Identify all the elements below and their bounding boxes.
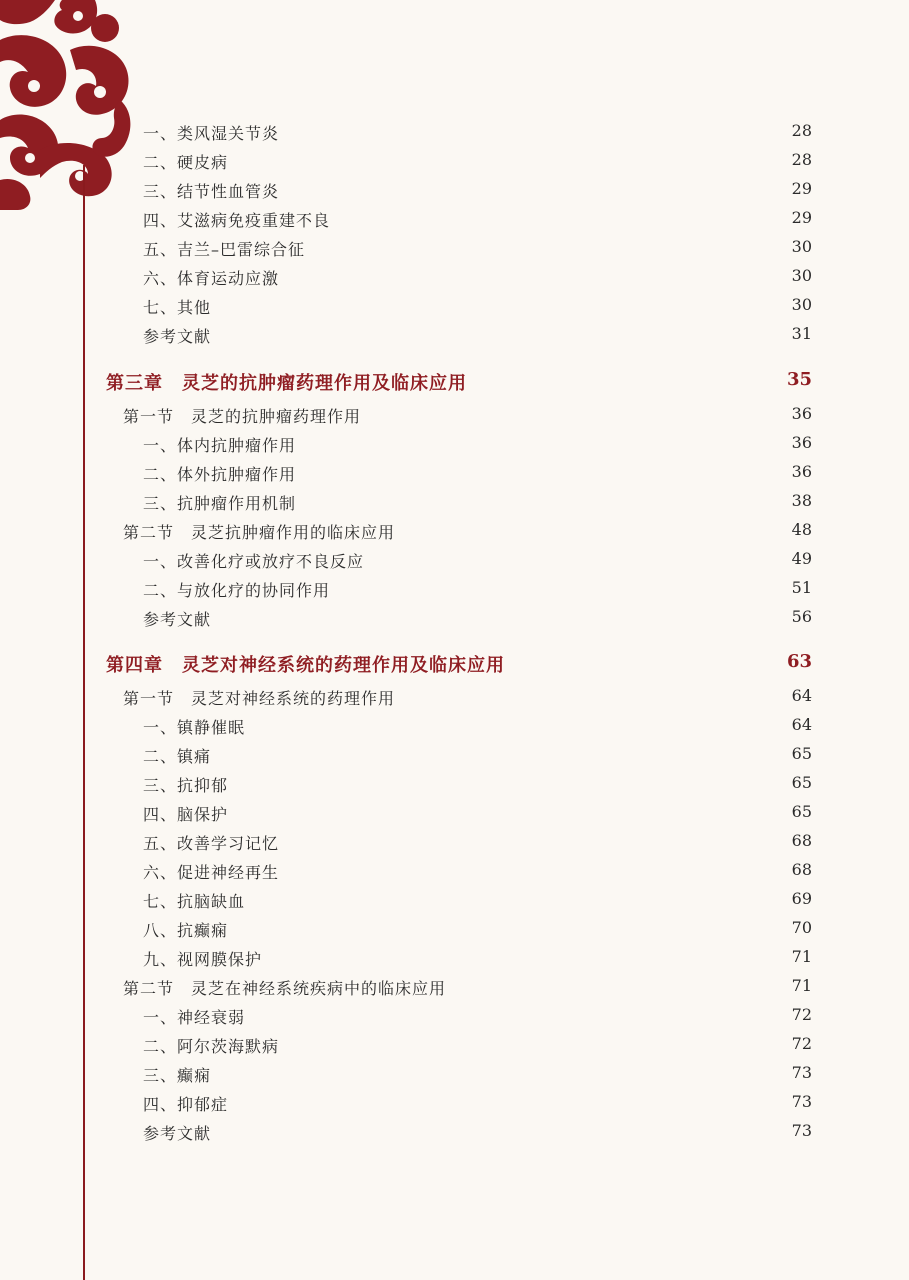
toc-entry-page-number: 73 [791,1063,812,1082]
toc-entry-page-number: 28 [791,121,812,140]
toc-item-entry[interactable] [0,266,909,294]
toc-entry-page-number: 72 [791,1005,812,1024]
toc-entry-title: 四、脑保护 [143,805,229,824]
toc-entry-title: 二、镇痛 [143,747,212,766]
toc-entry-title: 四、抑郁症 [143,1095,229,1114]
toc-entry-title: 八、抗癫痫 [143,921,229,940]
toc-entry-title: 一、神经衰弱 [143,1008,246,1027]
toc-entry-title: 一、体内抗肿瘤作用 [143,436,297,455]
toc-item-entry[interactable] [0,208,909,236]
toc-item-entry[interactable] [0,150,909,178]
toc-entry-title: 二、体外抗肿瘤作用 [143,465,297,484]
toc-entry-page-number: 71 [791,976,812,995]
toc-entry-page-number: 56 [791,607,812,626]
toc-entry-title: 七、其他 [143,298,212,317]
toc-entry-page-number: 49 [791,549,812,568]
toc-entry-title: 三、结节性血管炎 [143,182,280,201]
toc-entry-title: 一、类风湿关节炎 [143,124,280,143]
toc-entry-title: 第四章 灵芝对神经系统的药理作用及临床应用 [106,655,505,676]
toc-entry-title: 一、改善化疗或放疗不良反应 [143,552,365,571]
toc-entry-page-number: 30 [791,295,812,314]
toc-item-entry[interactable] [0,491,909,519]
toc-entry-title: 二、与放化疗的协同作用 [143,581,331,600]
toc-entry-title: 参考文献 [143,1124,212,1143]
toc-item-entry[interactable] [0,802,909,830]
toc-entry-page-number: 29 [791,179,812,198]
toc-entry-page-number: 68 [791,860,812,879]
toc-entry-page-number: 65 [791,802,812,821]
toc-item-entry[interactable] [0,918,909,946]
toc-item-entry[interactable] [0,1063,909,1091]
toc-entry-page-number: 64 [791,686,812,705]
toc-entry-title: 三、癫痫 [143,1066,212,1085]
toc-entry-title: 六、体育运动应激 [143,269,280,288]
toc-item-entry[interactable] [0,1092,909,1120]
toc-entry-page-number: 70 [791,918,812,937]
toc-entry-title: 参考文献 [143,327,212,346]
toc-entry-page-number: 36 [791,404,812,423]
toc-entry-page-number: 36 [791,433,812,452]
toc-item-entry[interactable] [0,1005,909,1033]
toc-item-entry[interactable] [0,1034,909,1062]
toc-entry-title: 三、抗抑郁 [143,776,229,795]
toc-entry-page-number: 51 [791,578,812,597]
toc-item-entry[interactable] [0,773,909,801]
toc-entry-page-number: 31 [791,324,812,343]
toc-entry-title: 二、阿尔茨海默病 [143,1037,280,1056]
toc-item-entry[interactable] [0,433,909,461]
toc-entry-title: 第二节 灵芝在神经系统疾病中的临床应用 [123,979,447,998]
toc-entry-title: 四、艾滋病免疫重建不良 [143,211,331,230]
toc-section-entry[interactable] [0,520,909,548]
toc-item-entry[interactable] [0,1121,909,1149]
toc-entry-title: 五、吉兰–巴雷综合征 [143,240,306,259]
toc-entry-title: 二、硬皮病 [143,153,229,172]
toc-item-entry[interactable] [0,578,909,606]
toc-entry-page-number: 64 [791,715,812,734]
toc-item-entry[interactable] [0,889,909,917]
toc-item-entry[interactable] [0,324,909,352]
toc-section-entry[interactable] [0,404,909,432]
toc-entry-title: 五、改善学习记忆 [143,834,280,853]
toc-section-entry[interactable] [0,686,909,714]
toc-entry-page-number: 36 [791,462,812,481]
toc-entry-page-number: 71 [791,947,812,966]
toc-entry-title: 第二节 灵芝抗肿瘤作用的临床应用 [123,523,396,542]
toc-item-entry[interactable] [0,831,909,859]
toc-entry-title: 三、抗肿瘤作用机制 [143,494,297,513]
toc-item-entry[interactable] [0,462,909,490]
toc-item-entry[interactable] [0,947,909,975]
toc-entry-page-number: 72 [791,1034,812,1053]
toc-entry-page-number: 38 [791,491,812,510]
toc-entry-title: 六、促进神经再生 [143,863,280,882]
toc-entry-page-number: 30 [791,266,812,285]
toc-entry-page-number: 73 [791,1092,812,1111]
toc-item-entry[interactable] [0,744,909,772]
toc-entry-title: 九、视网膜保护 [143,950,263,969]
toc-entry-page-number: 65 [791,744,812,763]
toc-entry-page-number: 68 [791,831,812,850]
toc-item-entry[interactable] [0,121,909,149]
toc-item-entry[interactable] [0,715,909,743]
toc-entry-page-number: 65 [791,773,812,792]
toc-entry-title: 第三章 灵芝的抗肿瘤药理作用及临床应用 [106,373,467,394]
toc-section-entry[interactable] [0,976,909,1004]
toc-item-entry[interactable] [0,549,909,577]
toc-chapter-entry[interactable] [0,369,909,397]
toc-entry-page-number: 30 [791,237,812,256]
toc-entry-title: 一、镇静催眠 [143,718,246,737]
toc-item-entry[interactable] [0,860,909,888]
toc-item-entry[interactable] [0,179,909,207]
toc-entry-page-number: 73 [791,1121,812,1140]
toc-entry-page-number: 35 [786,369,812,390]
toc-entry-page-number: 63 [786,651,812,672]
toc-entry-page-number: 48 [791,520,812,539]
toc-entry-title: 七、抗脑缺血 [143,892,246,911]
toc-entry-title: 参考文献 [143,610,212,629]
toc-entry-page-number: 28 [791,150,812,169]
toc-entry-title: 第一节 灵芝对神经系统的药理作用 [123,689,396,708]
toc-item-entry[interactable] [0,607,909,635]
toc-chapter-entry[interactable] [0,651,909,679]
toc-item-entry[interactable] [0,295,909,323]
toc-entry-page-number: 29 [791,208,812,227]
toc-entry-page-number: 69 [791,889,812,908]
toc-entry-title: 第一节 灵芝的抗肿瘤药理作用 [123,407,362,426]
toc-item-entry[interactable] [0,237,909,265]
